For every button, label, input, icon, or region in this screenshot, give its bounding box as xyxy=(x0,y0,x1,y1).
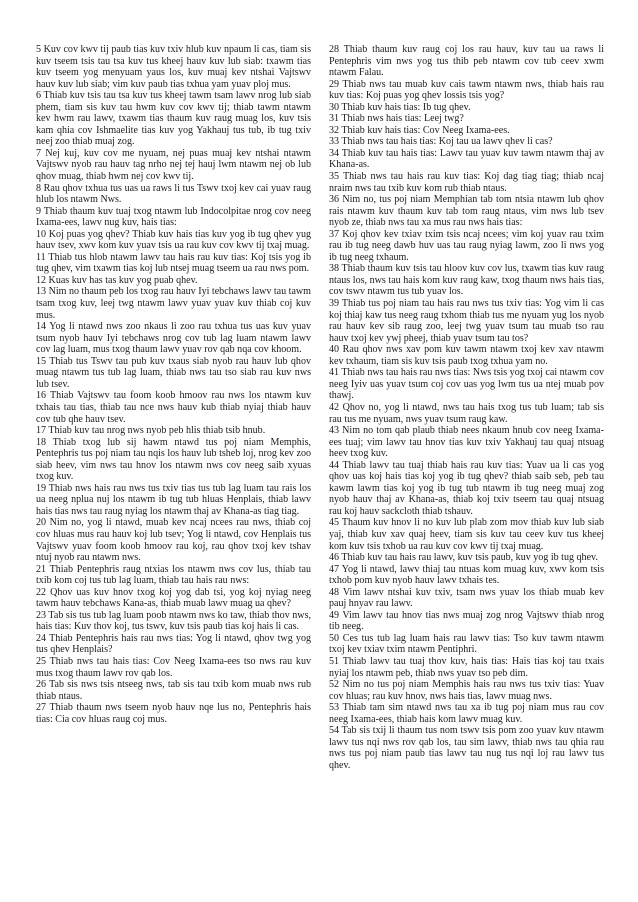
verse-48: 48 Vim lawv ntshai kuv txiv, tsam nws yuav los thiab muab kev pauj hnyav rau lawv. xyxy=(329,586,604,610)
verse-21: 21 Thiab Pentephris raug ntxias los ntawm nws cov lus, thiab tau txib kom coj tus tub lag luam, thiab tau hais rau nws: xyxy=(36,563,311,587)
verse-45: 45 Thaum kuv hnov li no kuv lub plab zom mov thiab kuv lub siab yaj, thiab kuv xav quaj heev, tiam sis kuv tau ceev kuv tus kheej kom kuv tsis txhob ua rau kuv cov kwv tij txaj muag. xyxy=(329,517,604,552)
verse-26: 26 Tab sis nws tsis ntseeg nws, tab sis tau txib kom muab nws rub thiab ntaus. xyxy=(36,679,311,702)
verse-6: 6 Thiab kuv tsis tau tsa kuv tus kheej tawm tsam lawv nrog lub siab phem, tiam sis kuv tau hwm kuv cov kwv tij; thiab tawm ntawm kev hwm rau lawv, txawm tias thaum kuv raug muag los, kuv tsis kam qhia cov Ishmaelite tias kuv yog Yakhauj tus tub, ib tug txiv neej zoo thiab muaj zog. xyxy=(36,90,311,148)
verse-54: 54 Tab sis txij li thaum tus nom tswv tsis pom zoo yuav kuv ntawm lawv tus nqi nws rov qab los, tau sim lawv, thiab nws tau qhia rau nws tus poj niam paub tias lawv tau nug tus nqi loj rau lawv tus qhev. xyxy=(329,725,604,771)
verse-27: 27 Thiab thaum nws tseem nyob hauv nqe lus no, Pentephris hais tias: Cia cov hluas raug coj mus. xyxy=(36,702,311,725)
verse-29: 29 Thiab nws tau muab kuv cais tawm ntawm nws, thiab hais rau kuv tias: Koj puas yog qhev lossis tsis yog? xyxy=(329,78,604,102)
verse-15: 15 Thiab tus Tswv tau pub kuv txaus siab nyob rau hauv lub qhov muag ntawm tus tub lag luam, thiab nws tau tso siab rau kuv nws lub tsev. xyxy=(36,355,311,390)
verse-33: 33 Thiab nws tau hais tias: Koj tau ua lawv qhev li cas? xyxy=(329,136,553,148)
verse-41: 41 Thiab nws tau hais rau nws tias: Nws tsis yog txoj cai ntawm cov neeg Iyiv uas yuav tsum coj cov uas yog lwm tus ua ntej muab pov thawj. xyxy=(329,367,604,402)
verse-22: 22 Qhov uas kuv hnov txog koj yog dab tsi, yog koj nyiag neeg tawm hauv tebchaws Kana-as, thiab muab lawv muag ua qhev? xyxy=(36,586,311,610)
verse-47: 47 Yog li ntawd, lawv thiaj tau ntuas kom muag kuv, xwv kom tsis txhob pom kuv nyob hauv lawv txhais tes. xyxy=(329,563,604,587)
verse-9: 9 Thiab thaum kuv tuaj txog ntawm lub Indocolpitae nrog cov neeg Ixama-ees, lawv nug kuv, hais tias: xyxy=(36,205,311,229)
verse-35: 35 Thiab nws tau hais rau kuv tias: Koj dag tiag tiag; thiab ncaj nraim nws tau txib kuv kom rub thiab ntaus. xyxy=(329,171,604,194)
verse-39: 39 Thiab tus poj niam tau hais rau nws tus txiv tias: Yog vim li cas koj thiaj kaw tus neeg raug txhom thiab tus me nyuam yug los nyob rau hauv kev sib raug zoo, leej twg yuav tsum tau muab tso rau hauv txoj kev ywj pheej, thiab yuav tsum tau tos? xyxy=(329,298,604,344)
left-column xyxy=(36,44,311,882)
verse-14: 14 Yog li ntawd nws zoo nkaus li zoo rau txhua tus uas kuv yuav tsum nyob hauv Iyi tebchaws nrog cov tub lag luam ntawm lawv cov lag luam, mus txog thaum lawv yuav rov qab nqa cov khoom. xyxy=(36,321,311,356)
verse-44: 44 Thiab lawv tau tuaj thiab hais rau kuv tias: Yuav ua li cas yog qhov uas koj hais tias koj yog ib tug qhev? thiab saib seb, peb tau kawm lawm tias koj yog ib tug tub ntawm ib tug neeg muaj zog nyob hauv thaj av Khana-as, thiab koj txiv tseem tau quaj ntsuag rau koj hauv sackcloth thiab tshauv. xyxy=(329,459,604,517)
verse-36: 36 Nim no, tus poj niam Memphian tab tom ntsia ntawm lub qhov rais ntawm kuv thaum kuv tab tom raug ntaus, vim nws lub tsev nyob ze, thiab nws tau xa mus rau nws hais tias: xyxy=(329,194,604,229)
verse-17: 17 Thiab kuv tau nrog nws nyob peb hlis thiab tsib hnub. xyxy=(36,425,266,437)
document-page xyxy=(36,44,604,882)
verse-25: 25 Thiab nws tau hais tias: Cov Neeg Ixama-ees tso nws rau kuv mus txog thaum lawv rov qab los. xyxy=(36,655,311,679)
verse-11: 11 Thiab tus hlob ntawm lawv tau hais rau kuv tias: Koj tsis yog ib tug qhev, vim txawm tias koj lub ntsej muag tseem ua rau nws pom. xyxy=(36,251,311,275)
verse-28: 28 Thiab thaum kuv raug coj los rau hauv, kuv tau ua raws li Pentephris vim nws yog tus thib peb ntawm cov tub ceev xwm ntawm Falau. xyxy=(329,44,604,79)
verse-5: 5 Kuv cov kwv tij paub tias kuv txiv hlub kuv npaum li cas, tiam sis kuv tseem tsis tau tsa kuv tus kheej hauv kuv lub siab: txawm tias kuv tseem yog menyuam yaus los, kuv muaj kev ntshai Vajtswv hauv kuv lub siab; vim kuv paub tias txhua yam yuav ploj mus. xyxy=(36,44,311,90)
verse-51: 51 Thiab lawv tau tuaj thov kuv, hais tias: Hais tias koj tau txais nyiaj los ntawm peb, thiab nws yuav tso peb dim. xyxy=(329,655,604,679)
verse-18: 18 Thiab txog lub sij hawm ntawd tus poj niam Memphis, Pentephris tus poj niam tau nqis los hauv lub tsheb loj, nrog kev zoo siab heev, vim nws tau hnov los ntawm nws cov neeg saib xyuas txog kuv. xyxy=(36,436,311,483)
verse-38: 38 Thiab thaum kuv tsis tau hloov kuv cov lus, txawm tias kuv raug ntaus los, nws tau hais kom kuv raug kaw, txog thaum nws hais tias, cov tswv ntawm tus tub yuav los. xyxy=(329,263,604,298)
verse-49: 49 Vim lawv tau hnov tias nws muaj zog nrog Vajtswv thiab nrog tib neeg. xyxy=(329,609,604,633)
verse-34: 34 Thiab kuv tau hais tias: Lawv tau yuav kuv tawm ntawm thaj av Khana-as. xyxy=(329,147,604,171)
verse-24: 24 Thiab Pentephris hais rau nws tias: Yog li ntawd, qhov twg yog tus qhev Henplais? xyxy=(36,632,311,656)
verse-46: 46 Thiab kuv tau hais rau lawv, kuv tsis paub, kuv yog ib tug qhev. xyxy=(329,552,598,564)
verse-52: 52 Nim no tus poj niam Memphis hais rau nws tus txiv tias: Yuav cov hluas; rau kuv hnov, nws hais tias, lawv muag nws. xyxy=(329,679,604,702)
verse-53: 53 Thiab tam sim ntawd nws tau xa ib tug poj niam mus rau cov neeg Ixama-ees, thiab hais kom lawv muag kuv. xyxy=(329,702,604,725)
verse-23: 23 Tab sis tus tub lag luam poob ntawm nws ko taw, thiab thov nws, hais tias: Kuv thov koj, tus tswv, kuv tsis paub tias koj hais li cas. xyxy=(36,609,311,633)
verse-20: 20 Nim no, yog li ntawd, muab kev ncaj ncees rau nws, thiab coj cov hluas mus rau hauv koj lub tsev; Yog li ntawd, cov Henplais tus Vajtswv yuav foom koob hmoov rau koj, rau qhov txoj kev tshav ntuj nyob rau ntawm nws. xyxy=(36,517,311,564)
verse-13: 13 Nim no thaum peb los txog rau hauv Iyi tebchaws lawv tau tawm tsam txog kuv, leej twg ntawm lawv yuav yuav kuv thiab coj kuv mus. xyxy=(36,286,311,321)
verse-8: 8 Rau qhov txhua tus uas ua raws li tus Tswv txoj kev cai yuav raug hlub los ntawm Nws. xyxy=(36,182,311,206)
verse-31: 31 Thiab nws hais tias: Leej twg? xyxy=(329,113,464,125)
verse-16: 16 Thiab Vajtswv tau foom koob hmoov rau nws los ntawm kuv txhais tau tias, thiab tau nce nws hauv kub thiab nyiaj thiab hauv cov tub qhe hauv tsev. xyxy=(36,390,311,425)
verse-19: 19 Thiab nws hais rau nws tus txiv tias tus tub lag luam tau rais los ua neeg nplua nuj los ntawm ib tug tub hluas Henplais, thiab lawv hais tias nws tau raug nyiag los ntawm thaj av Khana-as tiag tiag. xyxy=(36,482,311,517)
verse-30: 30 Thiab kuv hais tias: Ib tug qhev. xyxy=(329,101,471,113)
verse-37: 37 Koj qhov kev txiav txim tsis ncaj ncees; vim koj yuav rau txim rau ib tug neeg dawb huv uas tau raug nyiag lawm, zoo li nws yog ib tug neeg txhaum. xyxy=(329,228,604,263)
verse-50: 50 Ces tus tub lag luam hais rau lawv tias: Tso kuv tawm ntawm txoj kev txiav txim ntawm Pentiphri. xyxy=(329,632,604,656)
verse-40: 40 Rau qhov nws xav pom kuv tawm ntawm txoj kev xav ntawm kev txhaum, tiam sis kuv tsis paub txog txhua yam no. xyxy=(329,344,604,367)
verse-12: 12 Kuas kuv has tas kuv yog puab qhev. xyxy=(36,274,198,286)
verse-43: 43 Nim no tom qab plaub thiab nees nkaum hnub cov neeg Ixama-ees tuaj; vim lawv tau hnov tias kuv txiv Yakhauj tau quaj ntsuag heev txog kuv. xyxy=(329,425,604,460)
right-column xyxy=(329,44,604,882)
verse-10: 10 Koj puas yog qhev? Thiab kuv hais tias kuv yog ib tug qhev yug hauv tsev, xwv kom kuv yuav tsis ua rau kuv cov kwv tij txaj muag. xyxy=(36,228,311,252)
verse-42: 42 Qhov no, yog li ntawd, nws tau hais txog tus tub luam; tab sis rau tus me nyuam, nws yuav tsum raug kaw. xyxy=(329,401,604,425)
verse-7: 7 Nej kuj, kuv cov me nyuam, nej puas muaj kev ntshai ntawm Vajtswv nyob rau hauv tag nrho nej tej hauj lwm ntawm nej ob lub qhov muag, thiab hwm nej cov kwv tij. xyxy=(36,147,311,183)
verse-32: 32 Thiab kuv hais tias: Cov Neeg Ixama-ees. xyxy=(329,124,510,136)
